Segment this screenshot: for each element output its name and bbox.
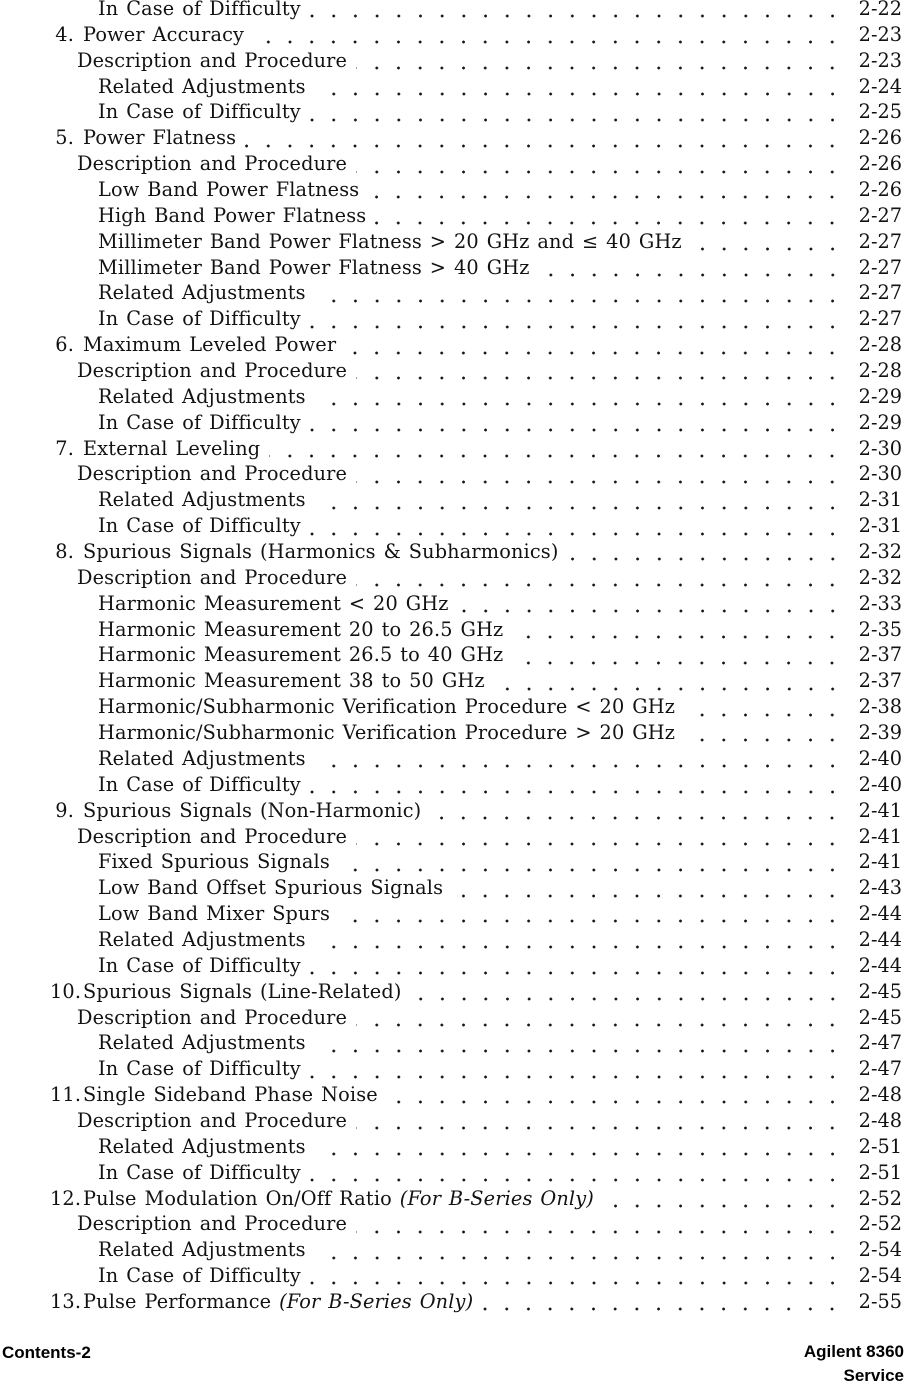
toc-entry — [0, 539, 559, 565]
toc-leader-dots — [594, 1186, 852, 1212]
toc-entry-label: Single Sideband Phase Noise — [83, 1083, 378, 1107]
toc-entry — [0, 927, 306, 953]
toc-row — [0, 617, 907, 643]
toc-leader-dots — [530, 255, 852, 281]
toc-entry-label: Low Band Offset Spurious Signals — [98, 876, 444, 900]
toc-entry — [0, 1160, 301, 1186]
toc-page-number: 2-40 — [858, 772, 902, 796]
toc-row — [0, 177, 907, 203]
toc-entry-label: Harmonic/Subharmonic Verification Procedure > 20 GHz — [98, 721, 676, 745]
toc-entry-label: Description and Procedure — [77, 48, 348, 72]
toc-row — [0, 1030, 907, 1056]
toc-entry — [0, 203, 366, 229]
toc-row — [0, 358, 907, 384]
toc-page-number: 2-24 — [858, 74, 902, 98]
toc-entry — [0, 668, 485, 694]
toc-entry-label: Description and Procedure — [77, 359, 348, 383]
toc-entry-label: External Leveling — [83, 436, 261, 460]
toc-entry-number: 4. — [55, 22, 74, 46]
toc-page-number: 2-23 — [858, 48, 902, 72]
toc-entry-number: 5. — [55, 126, 74, 150]
toc-entry-label: Related Adjustments — [98, 746, 306, 770]
toc-row — [0, 99, 907, 125]
toc-row — [0, 953, 907, 979]
toc-entry-label: Related Adjustments — [98, 927, 306, 951]
toc-row — [0, 849, 907, 875]
toc-entry — [0, 617, 503, 643]
toc-entry — [0, 74, 306, 100]
toc-entry — [0, 694, 675, 720]
toc-page-number: 2-30 — [858, 462, 902, 486]
toc-page-number: 2-27 — [858, 229, 902, 253]
toc-entry — [0, 125, 236, 151]
toc-leader-dots — [306, 280, 852, 306]
toc-page-number: 2-45 — [858, 979, 902, 1003]
toc-row — [0, 746, 907, 772]
toc-entry-label: In Case of Difficulty — [98, 100, 301, 124]
toc-row — [0, 22, 907, 48]
toc-page-number: 2-29 — [858, 384, 902, 408]
toc-page-number: 2-54 — [858, 1238, 902, 1262]
toc-entry-italic-note: (For B-Series Only) — [271, 1289, 474, 1313]
toc-entry-label: In Case of Difficulty — [98, 1160, 301, 1184]
toc-entry — [0, 1237, 306, 1263]
toc-leader-dots — [306, 746, 852, 772]
toc-page-number: 2-30 — [858, 436, 902, 460]
toc-row — [0, 1082, 907, 1108]
toc-row — [0, 772, 907, 798]
toc-row — [0, 1186, 907, 1212]
toc-leader-dots — [336, 332, 852, 358]
toc-entry — [0, 306, 301, 332]
footer-doc-type-line: Service — [843, 1366, 904, 1385]
toc-entry-label: In Case of Difficulty — [98, 514, 301, 538]
toc-page-number: 2-48 — [858, 1108, 902, 1132]
toc-page-number: 2-26 — [858, 152, 902, 176]
toc-leader-dots — [682, 229, 852, 255]
toc-row — [0, 487, 907, 513]
toc-row — [0, 798, 907, 824]
toc-leader-dots — [301, 953, 852, 979]
toc-leader-dots — [366, 203, 852, 229]
toc-leader-dots — [347, 1211, 852, 1237]
toc-entry-label: Related Adjustments — [98, 1238, 306, 1262]
toc-entry-label: Description and Procedure — [77, 824, 348, 848]
toc-entry-label: Related Adjustments — [98, 281, 306, 305]
toc-leader-dots — [473, 1289, 852, 1315]
toc-entry-label: Description and Procedure — [77, 1212, 348, 1236]
toc-row — [0, 255, 907, 281]
toc-page-number: 2-33 — [858, 591, 902, 615]
toc-entry-label: Maximum Leveled Power — [83, 333, 337, 357]
toc-page-number: 2-31 — [858, 488, 902, 512]
toc-leader-dots — [306, 927, 852, 953]
toc-entry — [0, 0, 301, 22]
toc-page-number: 2-27 — [858, 255, 902, 279]
toc-entry — [0, 280, 306, 306]
footer-document-title — [804, 1340, 904, 1388]
toc-entry-label: Related Adjustments — [98, 384, 306, 408]
toc-leader-dots — [347, 48, 852, 74]
toc-entry-label: Power Accuracy — [83, 22, 245, 46]
toc-row — [0, 1108, 907, 1134]
toc-entry — [0, 824, 347, 850]
toc-entry-label: Related Adjustments — [98, 1134, 306, 1158]
toc-entry — [0, 953, 301, 979]
footer-brand-line: Agilent 8360 — [803, 1342, 904, 1361]
toc-entry — [0, 255, 530, 281]
toc-entry-label: Harmonic/Subharmonic Verification Procedure < 20 GHz — [98, 695, 676, 719]
toc-leader-dots — [306, 487, 852, 513]
footer-page-label: Contents-2 — [2, 1343, 91, 1362]
toc-leader-dots — [485, 668, 852, 694]
toc-page-number: 2-27 — [858, 307, 902, 331]
toc-entry-label: In Case of Difficulty — [98, 0, 301, 20]
toc-page-number: 2-32 — [858, 540, 902, 564]
toc-page-number: 2-39 — [858, 721, 902, 745]
toc-entry-label: Low Band Power Flatness — [98, 178, 360, 202]
toc-entry-label: In Case of Difficulty — [98, 772, 301, 796]
toc-page-number: 2-52 — [858, 1212, 902, 1236]
toc-row — [0, 979, 907, 1005]
toc-entry-label: Description and Procedure — [77, 1005, 348, 1029]
toc-leader-dots — [260, 436, 852, 462]
toc-page-number: 2-44 — [858, 953, 902, 977]
toc-entry-label: Millimeter Band Power Flatness > 40 GHz — [98, 255, 530, 279]
toc-leader-dots — [347, 1005, 852, 1031]
toc-page-number: 2-44 — [858, 902, 902, 926]
toc-row — [0, 48, 907, 74]
toc-page-number: 2-38 — [858, 695, 902, 719]
toc-row — [0, 642, 907, 668]
toc-leader-dots — [244, 22, 852, 48]
toc-leader-dots — [301, 513, 852, 539]
toc-entry-label: Related Adjustments — [98, 488, 306, 512]
toc-row — [0, 565, 907, 591]
toc-entry — [0, 901, 330, 927]
toc-page-number: 2-47 — [858, 1031, 902, 1055]
toc-row — [0, 74, 907, 100]
toc-entry — [0, 358, 347, 384]
toc-entry-label: Millimeter Band Power Flatness > 20 GHz and ≤ 40 GHz — [98, 229, 682, 253]
toc-leader-dots — [347, 358, 852, 384]
toc-entry-number: 11. — [50, 1083, 82, 1107]
toc-page-number: 2-31 — [858, 514, 902, 538]
toc-leader-dots — [421, 798, 852, 824]
toc-entry-label: Pulse Modulation On/Off Ratio (For B-Series Only) — [83, 1186, 594, 1210]
toc-leader-dots — [330, 849, 852, 875]
toc-row — [0, 0, 907, 22]
toc-leader-dots — [443, 875, 852, 901]
toc-entry-number: 7. — [55, 436, 74, 460]
toc-page-number: 2-27 — [858, 281, 902, 305]
toc-page-number: 2-55 — [858, 1289, 902, 1313]
toc-page-number: 2-47 — [858, 1057, 902, 1081]
toc-entry — [0, 1186, 594, 1212]
toc-page-number: 2-26 — [858, 126, 902, 150]
toc-entry-label: Low Band Mixer Spurs — [98, 902, 331, 926]
toc-row — [0, 539, 907, 565]
toc-page-number: 2-45 — [858, 1005, 902, 1029]
toc-entry-label: In Case of Difficulty — [98, 1264, 301, 1288]
toc-row — [0, 384, 907, 410]
toc-entry-number: 9. — [55, 798, 74, 822]
toc-row — [0, 875, 907, 901]
toc-leader-dots — [301, 306, 852, 332]
toc-leader-dots — [347, 565, 852, 591]
toc-entry-label: Related Adjustments — [98, 74, 306, 98]
toc-entry — [0, 798, 421, 824]
toc-leader-dots — [402, 979, 852, 1005]
toc-entry-number: 13. — [50, 1289, 82, 1313]
toc-leader-dots — [503, 617, 852, 643]
toc-entry — [0, 384, 306, 410]
toc-entry — [0, 1108, 347, 1134]
toc-page-number: 2-37 — [858, 643, 902, 667]
toc-row — [0, 332, 907, 358]
toc-page-number: 2-22 — [858, 0, 902, 20]
toc-page-number: 2-51 — [858, 1134, 902, 1158]
toc-row — [0, 461, 907, 487]
toc-entry-label: Description and Procedure — [77, 152, 348, 176]
toc-entry — [0, 487, 306, 513]
toc-leader-dots — [330, 901, 852, 927]
toc-leader-dots — [559, 539, 852, 565]
toc-page-number: 2-35 — [858, 617, 902, 641]
toc-leader-dots — [503, 642, 852, 668]
toc-row — [0, 1289, 907, 1315]
toc-entry-number: 8. — [55, 540, 74, 564]
toc-entry-label: In Case of Difficulty — [98, 410, 301, 434]
toc-leader-dots — [378, 1082, 852, 1108]
toc-entry — [0, 772, 301, 798]
toc-row — [0, 280, 907, 306]
toc-leader-dots — [306, 1237, 852, 1263]
toc-entry — [0, 332, 336, 358]
toc-row — [0, 720, 907, 746]
toc-page-number: 2-41 — [858, 798, 902, 822]
toc-row — [0, 1160, 907, 1186]
toc-entry — [0, 591, 449, 617]
toc-entry — [0, 1211, 347, 1237]
toc-entry-number: 6. — [55, 333, 74, 357]
toc-leader-dots — [675, 694, 852, 720]
toc-row — [0, 1134, 907, 1160]
toc-entry — [0, 151, 347, 177]
toc-entry — [0, 1005, 347, 1031]
toc-entry — [0, 1030, 306, 1056]
toc-page-number: 2-51 — [858, 1160, 902, 1184]
toc-leader-dots — [301, 99, 852, 125]
toc-row — [0, 1237, 907, 1263]
toc-leader-dots — [449, 591, 852, 617]
toc-leader-dots — [347, 1108, 852, 1134]
toc-row — [0, 1211, 907, 1237]
toc-entry — [0, 513, 301, 539]
toc-entry-label: Harmonic Measurement 20 to 26.5 GHz — [98, 617, 504, 641]
toc-entry — [0, 1056, 301, 1082]
toc-leader-dots — [306, 74, 852, 100]
toc-entry-label: Spurious Signals (Line-Related) — [83, 979, 402, 1003]
toc-entry — [0, 436, 260, 462]
toc-page-number: 2-37 — [858, 669, 902, 693]
toc-row — [0, 306, 907, 332]
toc-leader-dots — [347, 151, 852, 177]
toc-row — [0, 1056, 907, 1082]
toc-leader-dots — [306, 384, 852, 410]
toc-row — [0, 203, 907, 229]
toc-leader-dots — [359, 177, 852, 203]
toc-entry-label: Fixed Spurious Signals — [98, 850, 330, 874]
toc-entry-label: Harmonic Measurement < 20 GHz — [98, 591, 449, 615]
toc-entry-label: Pulse Performance (For B-Series Only) — [83, 1289, 474, 1313]
toc-entry-label: Description and Procedure — [77, 565, 348, 589]
toc-row — [0, 901, 907, 927]
toc-page-number: 2-28 — [858, 333, 902, 357]
toc-entry-label: In Case of Difficulty — [98, 1057, 301, 1081]
toc-entry-label: Spurious Signals (Non-Harmonic) — [83, 798, 422, 822]
toc-entry — [0, 48, 347, 74]
toc-entry — [0, 99, 301, 125]
toc-entry — [0, 229, 682, 255]
toc-page-number: 2-27 — [858, 203, 902, 227]
toc-entry-number: 10. — [50, 979, 82, 1003]
toc-page-number: 2-48 — [858, 1083, 902, 1107]
toc-row — [0, 229, 907, 255]
toc-entry-label: In Case of Difficulty — [98, 953, 301, 977]
toc-entry-label: Harmonic Measurement 38 to 50 GHz — [98, 669, 485, 693]
toc-entry — [0, 1134, 306, 1160]
toc-row — [0, 436, 907, 462]
toc-entry-label: Harmonic Measurement 26.5 to 40 GHz — [98, 643, 504, 667]
toc-entry — [0, 565, 347, 591]
toc-page-number: 2-54 — [858, 1264, 902, 1288]
toc-entry — [0, 177, 359, 203]
toc-entry — [0, 979, 402, 1005]
toc-page-number: 2-32 — [858, 565, 902, 589]
toc-row — [0, 1263, 907, 1289]
toc-leader-dots — [301, 1056, 852, 1082]
toc-entry — [0, 720, 675, 746]
toc-entry-label: Description and Procedure — [77, 462, 348, 486]
toc-page-number: 2-44 — [858, 927, 902, 951]
toc-leader-dots — [236, 125, 852, 151]
toc-entry-label: In Case of Difficulty — [98, 307, 301, 331]
toc-page-number: 2-28 — [858, 359, 902, 383]
toc-row — [0, 668, 907, 694]
toc-row — [0, 824, 907, 850]
toc-leader-dots — [347, 461, 852, 487]
toc-leader-dots — [301, 0, 852, 22]
toc-page-number: 2-40 — [858, 746, 902, 770]
toc-page-number: 2-52 — [858, 1186, 902, 1210]
toc-entry-label: Description and Procedure — [77, 1108, 348, 1132]
toc-entry-number: 12. — [50, 1186, 82, 1210]
toc-page-number: 2-43 — [858, 876, 902, 900]
toc-entry — [0, 1289, 473, 1315]
toc-leader-dots — [301, 1160, 852, 1186]
toc-page-number: 2-25 — [858, 100, 902, 124]
toc-row — [0, 927, 907, 953]
toc-entry-italic-note: (For B-Series Only) — [391, 1186, 594, 1210]
toc-page-number: 2-23 — [858, 22, 902, 46]
toc-page-number: 2-26 — [858, 178, 902, 202]
toc-entry — [0, 849, 330, 875]
toc-leader-dots — [675, 720, 852, 746]
toc-leader-dots — [301, 410, 852, 436]
toc-row — [0, 1005, 907, 1031]
toc-page-number: 2-29 — [858, 410, 902, 434]
toc-page-number: 2-41 — [858, 824, 902, 848]
toc-entry-label: Spurious Signals (Harmonics & Subharmonics) — [83, 540, 559, 564]
toc-leader-dots — [306, 1030, 852, 1056]
toc-row — [0, 410, 907, 436]
toc-entry — [0, 642, 503, 668]
toc-leader-dots — [301, 772, 852, 798]
toc-entry-label: Related Adjustments — [98, 1031, 306, 1055]
toc-leader-dots — [306, 1134, 852, 1160]
toc-page-number: 2-41 — [858, 850, 902, 874]
toc-row — [0, 694, 907, 720]
toc-entry — [0, 746, 306, 772]
toc-row — [0, 591, 907, 617]
toc-leader-dots — [301, 1263, 852, 1289]
toc-entry — [0, 410, 301, 436]
toc-entry — [0, 461, 347, 487]
toc-entry-label: High Band Power Flatness — [98, 203, 367, 227]
toc-entry-label: Power Flatness — [83, 126, 237, 150]
toc-entry — [0, 1082, 378, 1108]
toc-entry — [0, 22, 244, 48]
toc-entry — [0, 875, 443, 901]
toc-leader-dots — [347, 824, 852, 850]
toc-row — [0, 125, 907, 151]
toc-entry — [0, 1263, 301, 1289]
toc-row — [0, 513, 907, 539]
toc-row — [0, 151, 907, 177]
